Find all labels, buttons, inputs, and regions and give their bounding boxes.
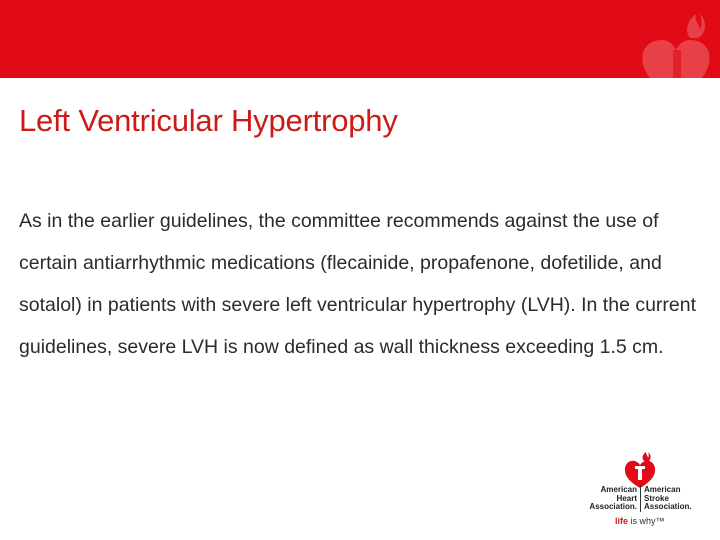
- aha-wordmark: [578, 486, 637, 512]
- asa-line-3: Association.: [644, 502, 692, 511]
- tagline-prefix: life: [615, 516, 629, 526]
- aha-line-1: American: [600, 485, 637, 494]
- logo-divider: [640, 485, 641, 512]
- slide-title: Left Ventricular Hypertrophy: [19, 103, 398, 138]
- asa-wordmark: [644, 486, 708, 512]
- header-bar: [0, 0, 720, 78]
- heart-torch-watermark-icon: [630, 0, 720, 78]
- heart-torch-icon: [622, 452, 658, 488]
- tagline-suffix: is why™: [628, 516, 665, 526]
- aha-line-3: Association.: [589, 502, 637, 511]
- aha-line-2: Heart: [616, 493, 637, 503]
- aha-asa-logo: [578, 452, 708, 532]
- asa-line-1: American: [644, 485, 681, 494]
- slide-body-text: As in the earlier guidelines, the committee recommends against the use of certain antiarrhythmic medications (flecainide, propafenone, dofetilide, and sotalol) in patients with severe left ventricular hypertrophy (LVH). In the current guidelines, severe LVH is now defined as wall thickness exceeding 1.5 cm.: [19, 210, 697, 358]
- asa-line-2: Stroke: [644, 493, 669, 503]
- logo-tagline: [615, 516, 665, 526]
